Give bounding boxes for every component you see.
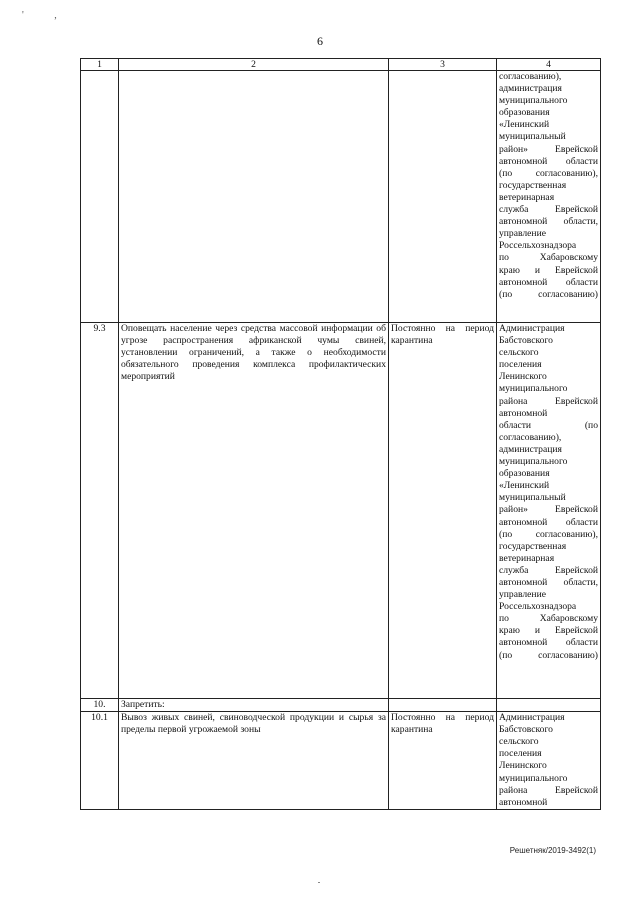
responsible-line: государственная <box>499 179 567 191</box>
responsible-line: сельского <box>499 347 539 359</box>
responsible-line: автономной <box>499 407 548 419</box>
responsible-line: Администрация <box>499 712 565 724</box>
responsible-line: государственная <box>499 540 567 552</box>
responsible-line: муниципального <box>499 383 568 395</box>
row-action: Вывоз живых свиней, свиноводческой продукции и сырья за пределы первой угрожаемой зоны <box>119 712 389 810</box>
responsible-line: образования <box>499 468 550 480</box>
responsible-line: области (по <box>499 419 598 431</box>
scan-speck <box>318 882 320 883</box>
measures-table <box>80 58 601 810</box>
header-col-3: 3 <box>389 59 497 71</box>
responsible-line: автономной области <box>499 516 598 528</box>
responsible-line: района Еврейской <box>499 395 598 407</box>
responsible-line: краю и Еврейской <box>499 625 598 637</box>
responsible-line: автономной <box>499 796 548 808</box>
responsible-line: образования <box>499 107 550 119</box>
table-row <box>81 323 601 699</box>
responsible-line: служба Еврейской <box>499 564 598 576</box>
responsible-line: автономной области <box>499 155 598 167</box>
row-period: Постоянно на период карантина <box>389 323 497 699</box>
responsible-line: управление <box>499 589 546 601</box>
responsible-line: муниципального <box>499 772 568 784</box>
row-period: Постоянно на период карантина <box>389 712 497 810</box>
responsible-line: автономной области, <box>499 576 598 588</box>
responsible-line: согласованию), <box>499 431 562 443</box>
responsible-line: район» Еврейской <box>499 143 598 155</box>
responsible-line: автономной области, <box>499 216 598 228</box>
responsible-line: (по согласованию) <box>499 649 598 661</box>
corner-marks: ' , <box>22 10 71 21</box>
responsible-line: автономной области <box>499 637 598 649</box>
responsible-line: ветеринарная <box>499 191 555 203</box>
responsible-line: управление <box>499 228 546 240</box>
row-responsible <box>497 712 601 810</box>
table-row <box>81 712 601 810</box>
responsible-line: муниципальный <box>499 492 566 504</box>
responsible-line: администрация <box>499 443 562 455</box>
responsible-line: Россельхознадзора <box>499 601 577 613</box>
responsible-line: муниципальный <box>499 131 566 143</box>
row-responsible <box>497 71 601 323</box>
responsible-line: Ленинского <box>499 371 547 383</box>
responsible-line: автономной области <box>499 276 598 288</box>
responsible-line: (по согласованию), <box>499 167 598 179</box>
row-number: 10. <box>81 699 119 712</box>
table-row <box>81 699 601 712</box>
responsible-line: ветеринарная <box>499 552 555 564</box>
responsible-line: по Хабаровскому <box>499 252 598 264</box>
responsible-line: (по согласованию), <box>499 528 598 540</box>
responsible-line: района Еврейской <box>499 784 598 796</box>
responsible-line: Россельхознадзора <box>499 240 577 252</box>
row-responsible <box>497 699 601 712</box>
row-number <box>81 71 119 323</box>
row-action: Оповещать население через средства массовой информации об угрозе распространения африканской чумы свиней, установлении ограничений, а также о необходимости обязательного проведения комплекса профилактических мероприятий <box>119 323 389 699</box>
header-col-1: 1 <box>81 59 119 71</box>
header-col-2: 2 <box>119 59 389 71</box>
responsible-line: Администрация <box>499 323 565 334</box>
responsible-line: Ленинского <box>499 760 547 772</box>
row-number: 9.3 <box>81 323 119 699</box>
responsible-line: служба Еврейской <box>499 204 598 216</box>
row-number: 10.1 <box>81 712 119 810</box>
row-responsible <box>497 323 601 699</box>
responsible-line: администрация <box>499 83 562 95</box>
responsible-line: поселения <box>499 359 542 371</box>
responsible-line: район» Еврейской <box>499 504 598 516</box>
header-col-4: 4 <box>497 59 601 71</box>
table-header-row <box>81 59 601 71</box>
responsible-line: Бабстовского <box>499 335 553 347</box>
responsible-line: краю и Еврейской <box>499 264 598 276</box>
responsible-line: поселения <box>499 748 542 760</box>
row-period <box>389 699 497 712</box>
responsible-line: «Ленинский <box>499 480 550 492</box>
responsible-line: (по согласованию) <box>499 288 598 300</box>
page-number: 6 <box>317 34 323 48</box>
responsible-line: муниципального <box>499 95 568 107</box>
row-period <box>389 71 497 323</box>
responsible-line: согласованию), <box>499 71 562 82</box>
row-action: Запретить: <box>119 699 389 712</box>
responsible-line: сельского <box>499 736 539 748</box>
table-row <box>81 71 601 323</box>
responsible-line: по Хабаровскому <box>499 613 598 625</box>
row-action <box>119 71 389 323</box>
document-footer-code: Решетняк/2019-3492(1) <box>509 846 596 855</box>
responsible-line: Бабстовского <box>499 724 553 736</box>
responsible-line: муниципального <box>499 456 568 468</box>
responsible-line: «Ленинский <box>499 119 550 131</box>
